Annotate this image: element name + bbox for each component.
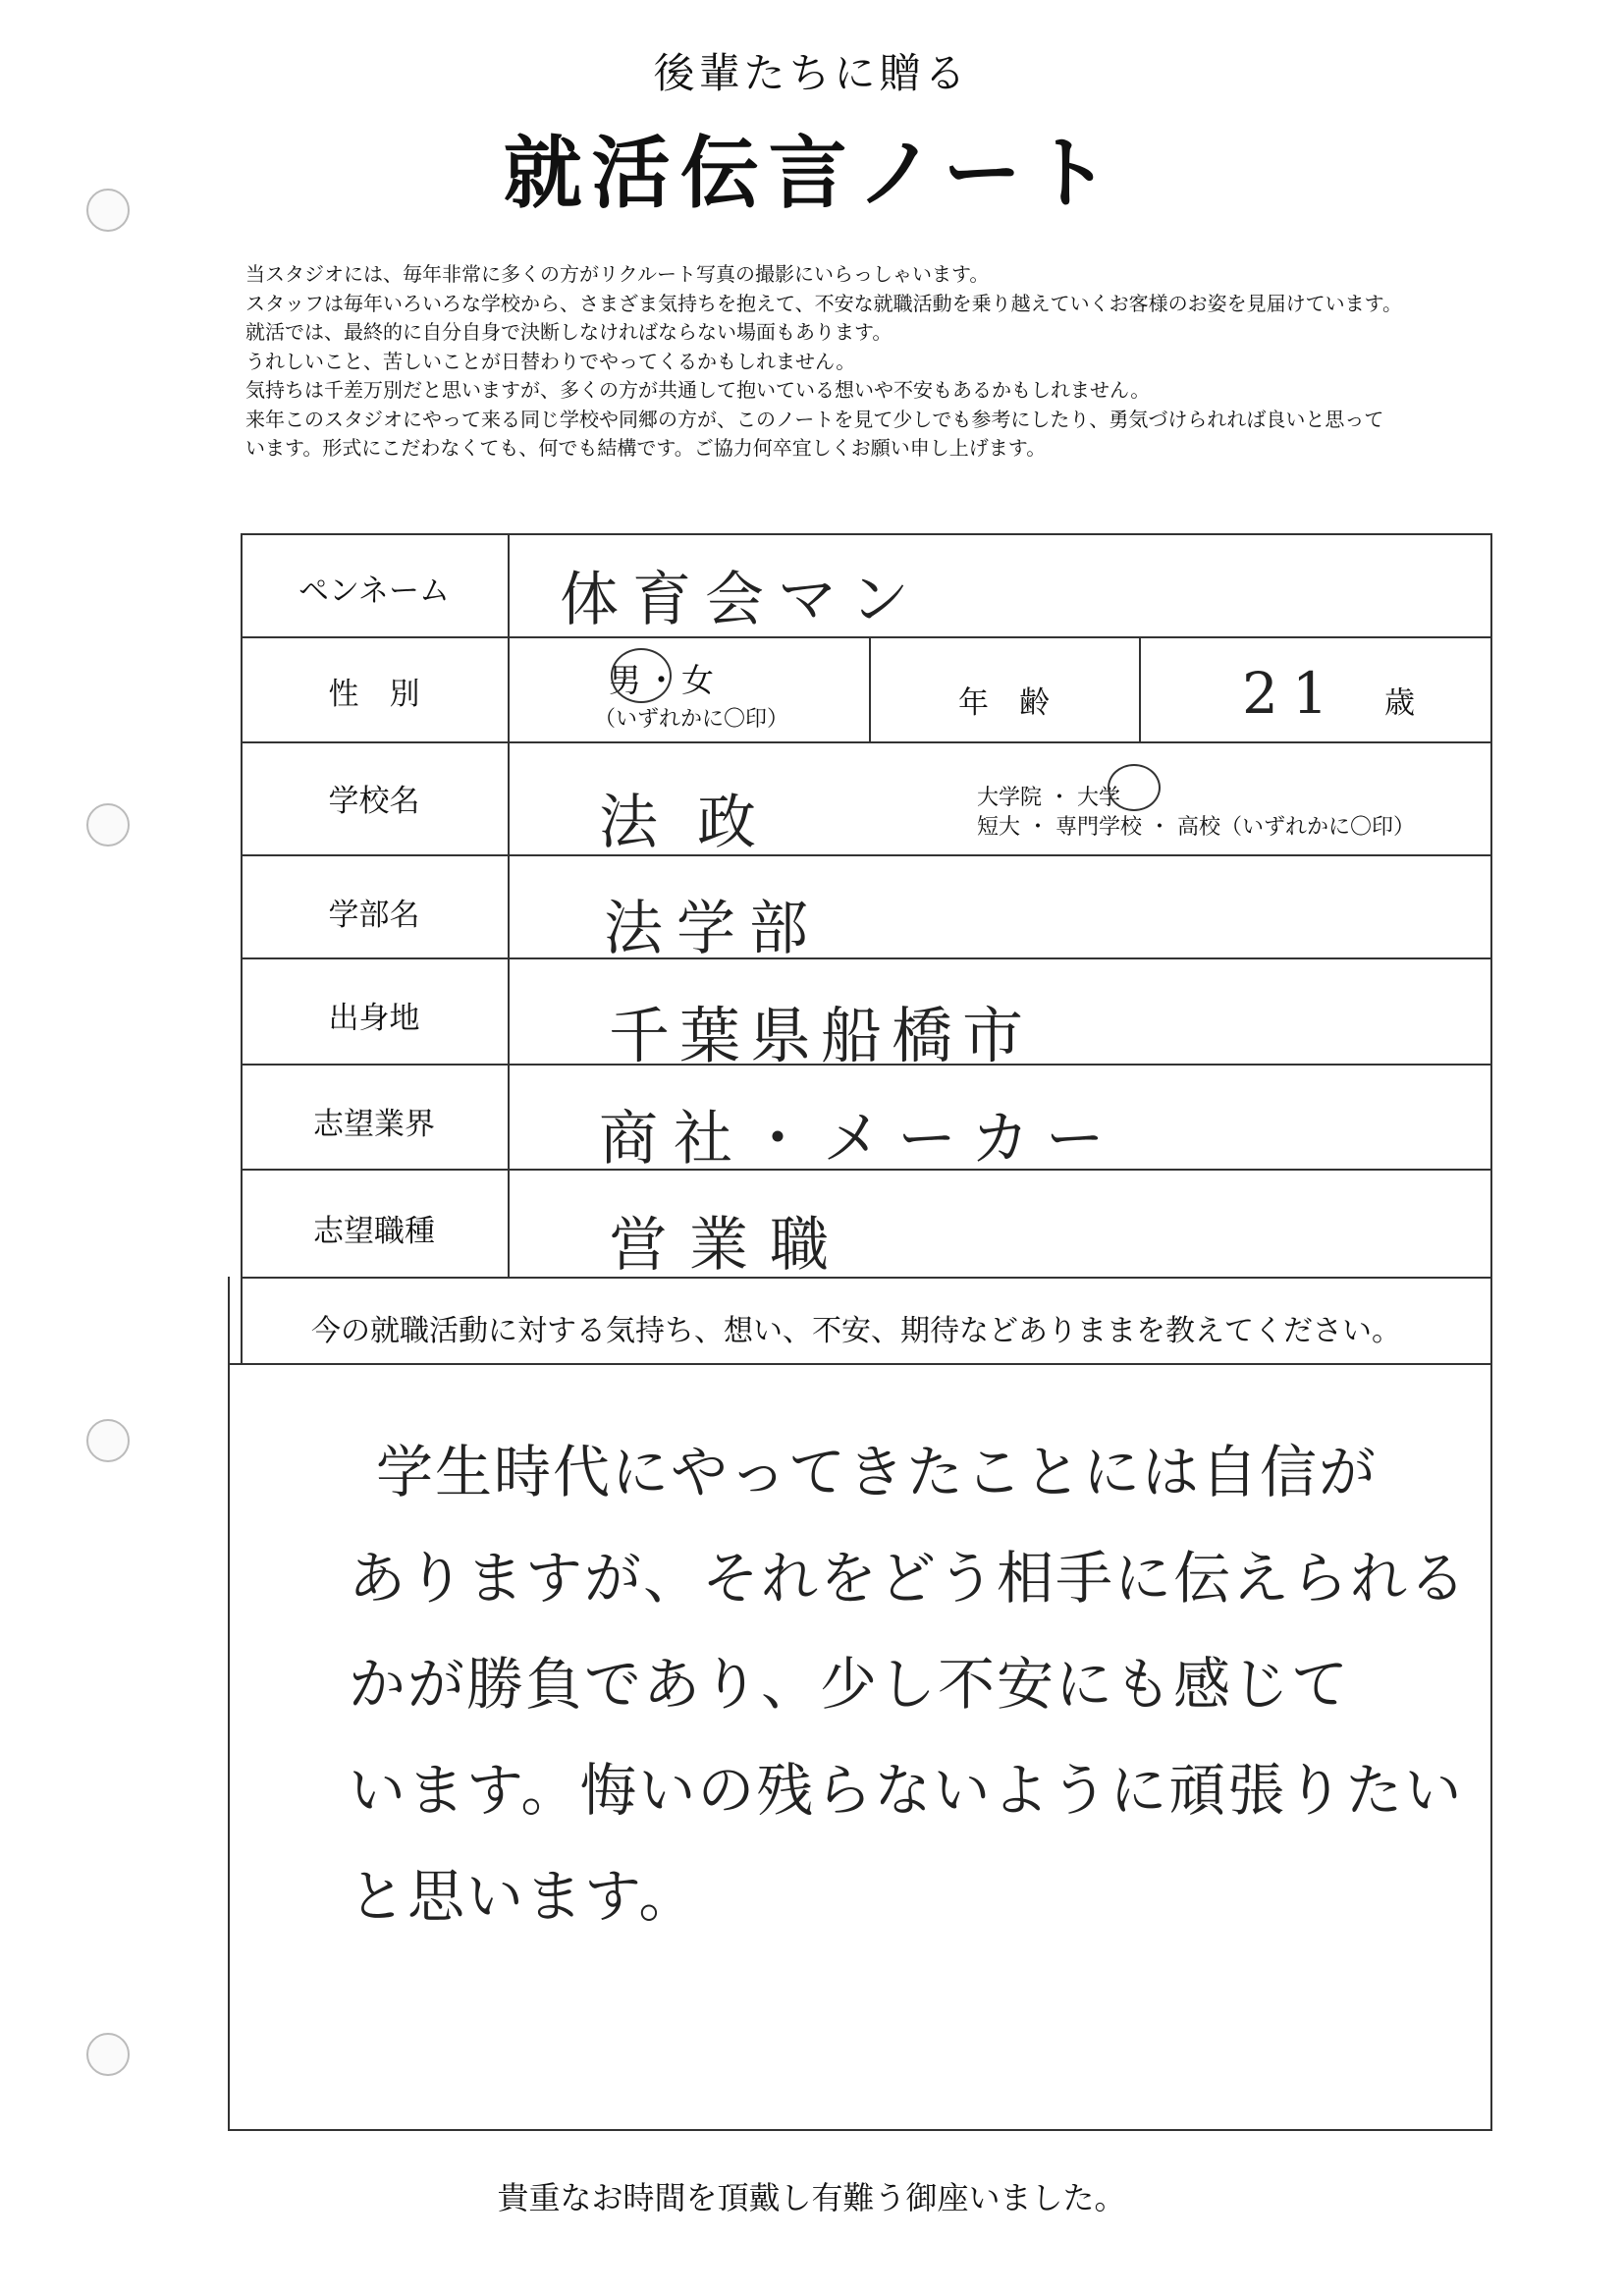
punch-hole xyxy=(86,2033,130,2076)
pen-name-label: ペンネーム xyxy=(298,574,451,609)
pen-name-value: 体育会マン xyxy=(560,566,923,634)
punch-hole xyxy=(86,803,130,847)
page-title: 就活伝言ノート xyxy=(503,128,1120,219)
school-selected-circle xyxy=(1108,764,1161,811)
age-unit: 歳 xyxy=(1384,685,1415,721)
faculty-value: 法学部 xyxy=(604,895,822,963)
age-label: 年 齢 xyxy=(958,685,1050,721)
answer-line: ありますが、それをどう相手に伝えられる xyxy=(349,1545,1469,1612)
answer-line: かが勝負であり、少し不安にも感じて xyxy=(349,1651,1351,1718)
gender-selected-circle xyxy=(611,648,672,703)
gender-options: 男・女 xyxy=(609,661,718,699)
intro-text xyxy=(245,260,1571,464)
gender-label: 性 別 xyxy=(328,677,420,712)
faculty-label: 学部名 xyxy=(328,898,420,933)
hometown-value: 千葉県船橋市 xyxy=(609,1000,1034,1071)
intro-line: 来年このスタジオにやって来る同じ学校や同郷の方が、このノートを見て少しでも参考にしたり、勇気づけられれば良いと思って xyxy=(245,407,1384,431)
school-types-line2: 短大 ・ 専門学校 ・ 高校（いずれかに〇印） xyxy=(977,815,1415,840)
school-types-line1: 大学院 ・ 大学 xyxy=(977,786,1120,810)
school-label: 学校名 xyxy=(328,784,420,819)
punch-hole xyxy=(86,1419,130,1462)
intro-line: 当スタジオには、毎年非常に多くの方がリクルート写真の撮影にいらっしゃいます。 xyxy=(245,262,990,286)
closing-thanks: 貴重なお時間を頂戴し有難う御座いました。 xyxy=(497,2179,1126,2216)
job-value: 営業職 xyxy=(609,1211,850,1280)
industry-value: 商社・メーカー xyxy=(599,1105,1120,1174)
free-text-answer xyxy=(349,1419,1478,1949)
intro-line: 就活では、最終的に自分自身で決断しなければならない場面もあります。 xyxy=(245,320,893,344)
free-text-question: 今の就職活動に対する気持ち、想い、不安、期待などありままを教えてください。 xyxy=(311,1314,1401,1348)
intro-line: います。形式にこだわなくても、何でも結構です。ご協力何卒宜しくお願い申し上げます。 xyxy=(245,436,1047,460)
intro-line: うれしいこと、苦しいことが日替わりでやってくるかもしれません。 xyxy=(245,349,856,373)
answer-line: と思います。 xyxy=(349,1863,698,1930)
page-subtitle: 後輩たちに贈る xyxy=(653,49,970,97)
intro-line: スタッフは毎年いろいろな学校から、さまざま気持ちを抱えて、不安な就職活動を乗り越えていくお客様のお姿を見届けています。 xyxy=(245,291,1402,315)
answer-line: 学生時代にやってきたことには自信が xyxy=(376,1439,1379,1505)
answer-line: います。悔いの残らないように頑張りたい xyxy=(349,1757,1464,1824)
intro-line: 気持ちは千差万別だと思いますが、多くの方が共通して抱いている想いや不安もあるかもしれません。 xyxy=(245,378,1151,402)
age-value: 21 xyxy=(1242,660,1342,727)
school-value: 法政 xyxy=(599,789,795,857)
job-label: 志望職種 xyxy=(313,1214,435,1249)
gender-note: （いずれかに〇印） xyxy=(594,707,789,732)
hometown-label: 出身地 xyxy=(328,1001,420,1036)
industry-label: 志望業界 xyxy=(313,1107,435,1142)
